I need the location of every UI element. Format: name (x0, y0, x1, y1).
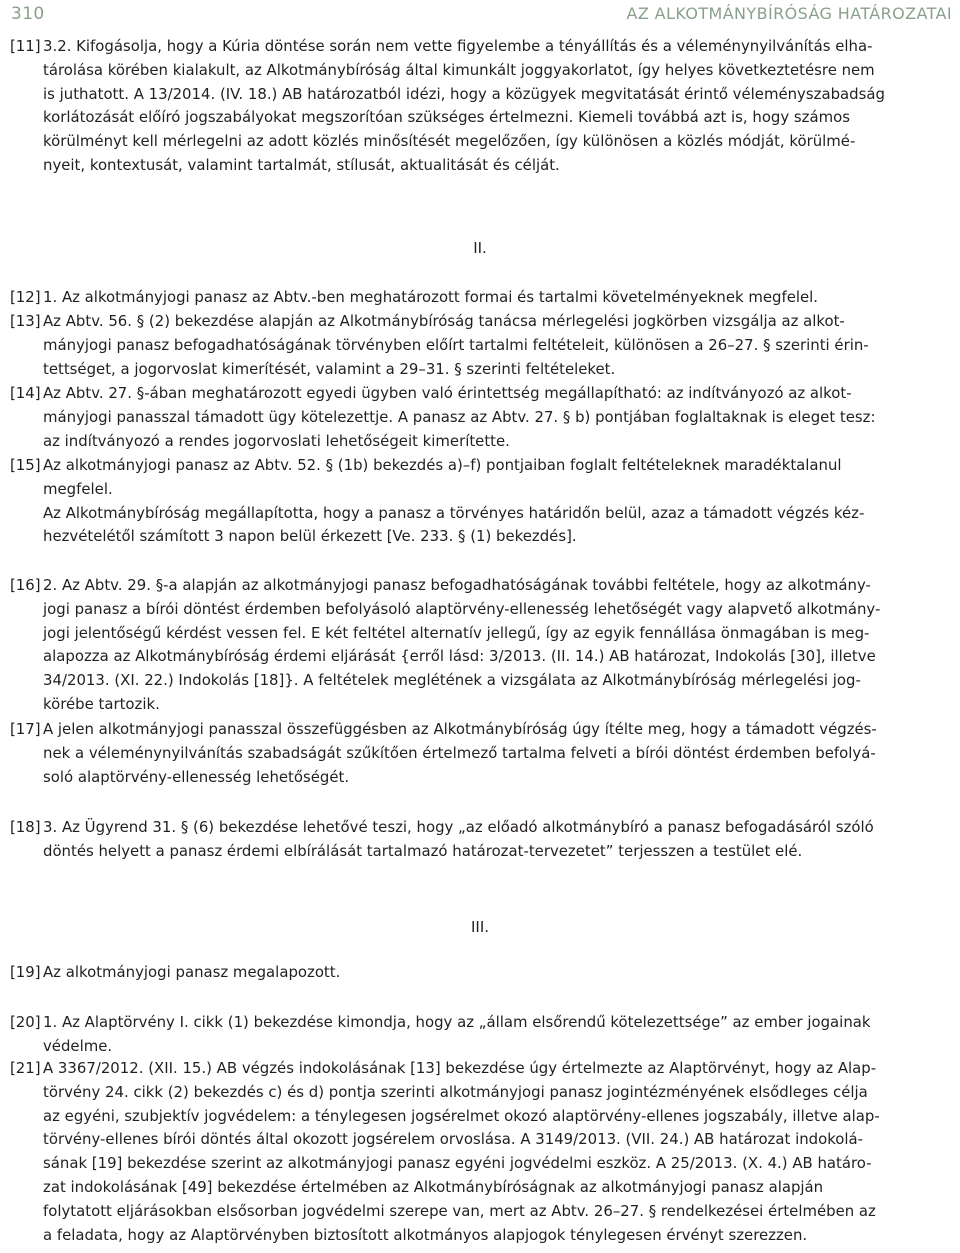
text-line: Az Alkotmánybíróság megállapította, hogy a panasz a törvényes határidőn belül, azaz a támadott végzés kéz- (43, 503, 865, 522)
text-line: döntés helyett a panasz érdemi elbírálását tartalmazó határozat-tervezetet” terjesszen a testület elé. (43, 841, 803, 860)
text-line: soló alaptörvény-ellenesség lehetőségét. (43, 767, 350, 786)
text-line: folytatott eljárásokban elsősorban jogvédelmi szerepe van, mert az Abtv. 26–27. § rendelkezései értelmében az (43, 1201, 876, 1220)
paragraph-number: [19] (10, 963, 41, 981)
paragraph-text (43, 1057, 956, 1247)
text-line: körülményt kell mérlegelni az adott közlés minősítését megelőzően, így különösen a közlés módját, körülmé- (43, 132, 856, 151)
text-line: 34/2013. (XI. 22.) Indokolás [18]}. A feltételek meglétének a vizsgálata az Alkotmánybíróság mérlegelési jog- (43, 671, 861, 690)
text-line: A jelen alkotmányjogi panasszal összefüggésben az Alkotmánybíróság úgy ítélte meg, hogy a támadott végzés- (43, 720, 877, 738)
paragraph-19 (10, 961, 956, 985)
section-heading-ii: II. (473, 239, 487, 257)
paragraph-text (43, 382, 956, 453)
paragraph-text (43, 310, 956, 381)
paragraph-13 (10, 310, 956, 381)
paragraph-15 (10, 454, 956, 549)
paragraph-text (43, 454, 956, 549)
paragraph-17 (10, 718, 956, 789)
running-header (11, 4, 952, 30)
text-line: védelme. (43, 1036, 113, 1055)
paragraph-21 (10, 1057, 956, 1247)
text-line: Az Abtv. 27. §-ában meghatározott egyedi ügyben való érintettség megállapítható: az indítványozó az alkot- (43, 384, 852, 402)
text-line: megfelel. (43, 479, 113, 498)
text-line: korlátozását előíró jogszabályokat megszorítóan szükséges értelmezni. Kiemeli továbbá azt is, hogy számos (43, 108, 850, 127)
text-line: zat indokolásának [49] bekezdése értelmében az Alkotmánybíróságnak az alkotmányjogi panasz alapján (43, 1177, 824, 1196)
text-line: az egyéni, szubjektív jogvédelem: a ténylegesen jogsérelmet okozó alaptörvény-ellenes jogszabály, illetve alap- (43, 1106, 880, 1125)
paragraph-text (43, 574, 956, 717)
paragraph-number: [11] (10, 37, 41, 55)
running-title: AZ ALKOTMÁNYBÍRÓSÁG HATÁROZATAI (626, 4, 952, 23)
paragraph-number: [15] (10, 456, 41, 474)
paragraph-text (43, 35, 956, 178)
text-line: mányjogi panasszal támadott ügy kötelezettje. A panasz az Abtv. 27. § b) pontjában foglaltaknak is eleget tesz: (43, 407, 876, 426)
page-number: 310 (11, 4, 45, 24)
paragraph-16 (10, 574, 956, 717)
paragraph-text (43, 816, 956, 864)
paragraph-number: [20] (10, 1013, 41, 1031)
text-line: alapozza az Alkotmánybíróság érdemi eljárását {erről lásd: 3/2013. (II. 14.) AB határozat, Indokolás [30], illetve (43, 647, 876, 666)
paragraph-number: [21] (10, 1059, 41, 1077)
paragraph-number: [17] (10, 720, 41, 738)
text-line: 2. Az Abtv. 29. §-a alapján az alkotmányjogi panasz befogadhatóságának további feltétele, hogy az alkotmány- (43, 576, 871, 594)
paragraph-number: [13] (10, 312, 41, 330)
paragraph-text (43, 1011, 956, 1059)
section-heading-iii: III. (470, 918, 490, 936)
text-line: nyeit, kontextusát, valamint tartalmát, stílusát, aktualitását és célját. (43, 155, 560, 174)
paragraph-14 (10, 382, 956, 453)
paragraph-11 (10, 35, 956, 178)
text-line: 1. Az alkotmányjogi panasz az Abtv.-ben meghatározott formai és tartalmi követelményeknek megfelel. (43, 288, 819, 306)
text-line: tettséget, a jogorvoslat kimerítését, valamint a 29–31. § szerinti feltételeket. (43, 359, 616, 378)
text-line: Az alkotmányjogi panasz megalapozott. (43, 963, 341, 981)
text-line: a feladata, hogy az Alaptörvényben biztosított alkotmányos alapjogok ténylegesen érvényt szerezzen. (43, 1225, 808, 1244)
text-line: törvény 24. cikk (2) bekezdés c) és d) pontja szerinti alkotmányjogi panasz jogintézményének elsődleges célja (43, 1082, 868, 1101)
text-line: Az alkotmányjogi panasz az Abtv. 52. § (1b) bekezdés a)–f) pontjaiban foglalt feltételeknek maradéktalanul (43, 456, 842, 474)
paragraph-20 (10, 1011, 956, 1059)
text-line: is juthatott. A 13/2014. (IV. 18.) AB határozatból idézi, hogy a közügyek megvitatását érintő véleményszabadság (43, 84, 885, 103)
text-line: az indítványozó a rendes jogorvoslati lehetőségeit kimerítette. (43, 431, 510, 450)
text-line: tárolása körében kialakult, az Alkotmánybíróság által kimunkált joggyakorlatot, így helyes következtetésre nem (43, 60, 875, 79)
text-line: mányjogi panasz befogadhatóságának törvényben előírt tartalmi feltételeit, különösen a 26–27. § szerinti érin- (43, 335, 869, 354)
paragraph-number: [12] (10, 288, 41, 306)
text-line: jogi jelentőségű kérdést vessen fel. E két feltétel alternatív jellegű, így az egyik fennállása önmagában is meg- (43, 623, 870, 642)
text-line: sának [19] bekezdése szerint az alkotmányjogi panasz egyéni jogvédelmi eszköz. A 25/2013. (X. 4.) AB határo- (43, 1154, 872, 1173)
paragraph-number: [14] (10, 384, 41, 402)
paragraph-number: [16] (10, 576, 41, 594)
text-line: nek a véleménynyilvánítás szabadságát szűkítően értelmező tartalma felveti a bírói döntést érdemben befolyá- (43, 743, 876, 762)
text-line: A 3367/2012. (XII. 15.) AB végzés indokolásának [13] bekezdése úgy értelmezte az Alaptörvényt, hogy az Alap- (43, 1059, 877, 1077)
text-line: Az Abtv. 56. § (2) bekezdése alapján az Alkotmánybíróság tanácsa mérlegelési jogkörben vizsgálja az alkot- (43, 312, 845, 330)
text-line: törvény-ellenes bírói döntés által okozott jogsérelem orvoslása. A 3149/2013. (VII. 24.) AB határozat indokolá- (43, 1130, 864, 1149)
paragraph-text (43, 718, 956, 789)
text-line: 3. Az Ügyrend 31. § (6) bekezdése lehetővé teszi, hogy „az előadó alkotmánybíró a panasz befogadásáról szóló (43, 818, 874, 836)
paragraph-12 (10, 286, 956, 310)
paragraph-number: [18] (10, 818, 41, 836)
text-line: körébe tartozik. (43, 694, 160, 713)
text-line: 3.2. Kifogásolja, hogy a Kúria döntése során nem vette figyelembe a tényállítás és a véleménynyilvánítás elha- (43, 37, 873, 55)
text-line: 1. Az Alaptörvény I. cikk (1) bekezdése kimondja, hogy az „állam elsőrendű kötelezettsége” az ember jogainak (43, 1013, 871, 1031)
text-line: hezvételétől számított 3 napon belül érkezett [Ve. 233. § (1) bekezdés]. (43, 527, 577, 546)
paragraph-18 (10, 816, 956, 864)
text-line: jogi panasz a bírói döntést érdemben befolyásoló alaptörvény-ellenesség lehetőségét vagy alapvető alkotmány- (43, 599, 881, 618)
paragraph-text (43, 286, 956, 310)
paragraph-text (43, 961, 956, 985)
